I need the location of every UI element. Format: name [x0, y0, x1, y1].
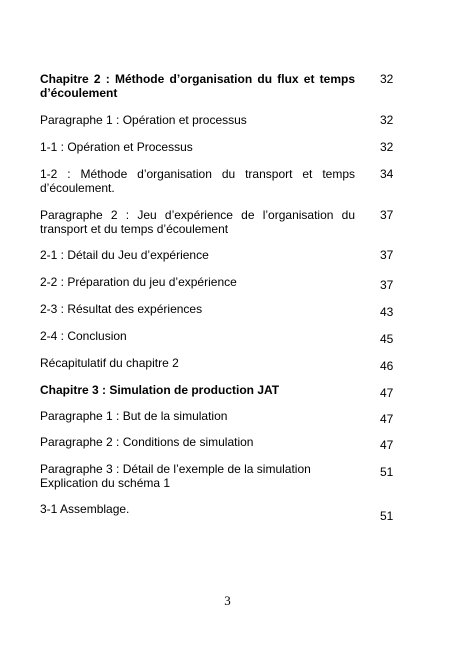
- toc-entry-ch3-paragraph-1: [40, 409, 355, 423]
- toc-page-number: 47: [380, 412, 394, 426]
- toc-entry-chapter-3: [40, 383, 355, 397]
- toc-entry-ch3-paragraph-2: [40, 435, 355, 449]
- toc-page-number: 32: [380, 140, 394, 154]
- toc-entry-text: 3-1 Assemblage.: [40, 502, 130, 516]
- toc-entry-text: Chapitre 2 : Méthode d’organisation du flux et temps d’écoulement: [40, 72, 355, 100]
- toc-page-number: 46: [380, 359, 394, 373]
- toc-entry-2-1: [40, 248, 355, 262]
- toc-entry-1-1: [40, 140, 355, 154]
- toc-page-number: 43: [380, 305, 394, 319]
- toc-entry-text: Chapitre 3 : Simulation de production JAT: [40, 383, 280, 397]
- toc-entry-text: 2-3 : Résultat des expériences: [40, 302, 203, 316]
- toc-page-number: 47: [380, 386, 394, 400]
- toc-page-number: 34: [380, 167, 394, 181]
- toc-entry-text: 2-2 : Préparation du jeu d’expérience: [40, 275, 237, 289]
- toc-page-number: 45: [380, 332, 394, 346]
- toc-entry-2-3: [40, 302, 355, 316]
- toc-entry-text: Paragraphe 2 : Conditions de simulation: [40, 435, 254, 449]
- toc-entry-2-2: [40, 275, 355, 289]
- toc-entry-1-2: [40, 167, 355, 195]
- toc-entry-text: 1-2 : Méthode d’organisation du transport et temps d’écoulement.: [40, 167, 355, 195]
- toc-entry-text: 1-1 : Opération et Processus: [40, 140, 193, 154]
- toc-entry-text: 2-4 : Conclusion: [40, 329, 127, 343]
- toc-entry-text: 2-1 : Détail du Jeu d’expérience: [40, 248, 209, 262]
- toc-page-number: 47: [380, 438, 394, 452]
- toc-entry-chapter-2: [40, 72, 355, 100]
- toc-entry-text: Paragraphe 2 : Jeu d’expérience de l’organisation du transport et du temps d’écoulement: [40, 208, 355, 236]
- toc-entry-text: Récapitulatif du chapitre 2: [40, 356, 179, 370]
- toc-entry-paragraph-2: [40, 208, 355, 236]
- toc-page-number: 37: [380, 208, 394, 222]
- toc-entry-text: Paragraphe 1 : Opération et processus: [40, 113, 247, 127]
- toc-page-number: 37: [380, 248, 394, 262]
- toc-entry-2-4: [40, 329, 355, 343]
- toc-page-number: 51: [380, 509, 394, 523]
- toc-entry-3-1: [40, 502, 355, 516]
- toc-entry-text: Paragraphe 3 : Détail de l’exemple de la simulation Explication du schéma 1: [40, 462, 311, 490]
- toc-entry-ch3-paragraph-3: [40, 462, 355, 490]
- toc-entry-paragraph-1: [40, 113, 355, 127]
- toc-page-number: 32: [380, 72, 394, 86]
- page-footer-number: 3: [224, 593, 231, 608]
- toc-page-number: 32: [380, 113, 394, 127]
- toc-page-number: 37: [380, 278, 394, 292]
- toc-entry-text: Paragraphe 1 : But de la simulation: [40, 409, 228, 423]
- toc-page-number: 51: [380, 465, 394, 479]
- toc-entry-recap-chapter-2: [40, 356, 355, 370]
